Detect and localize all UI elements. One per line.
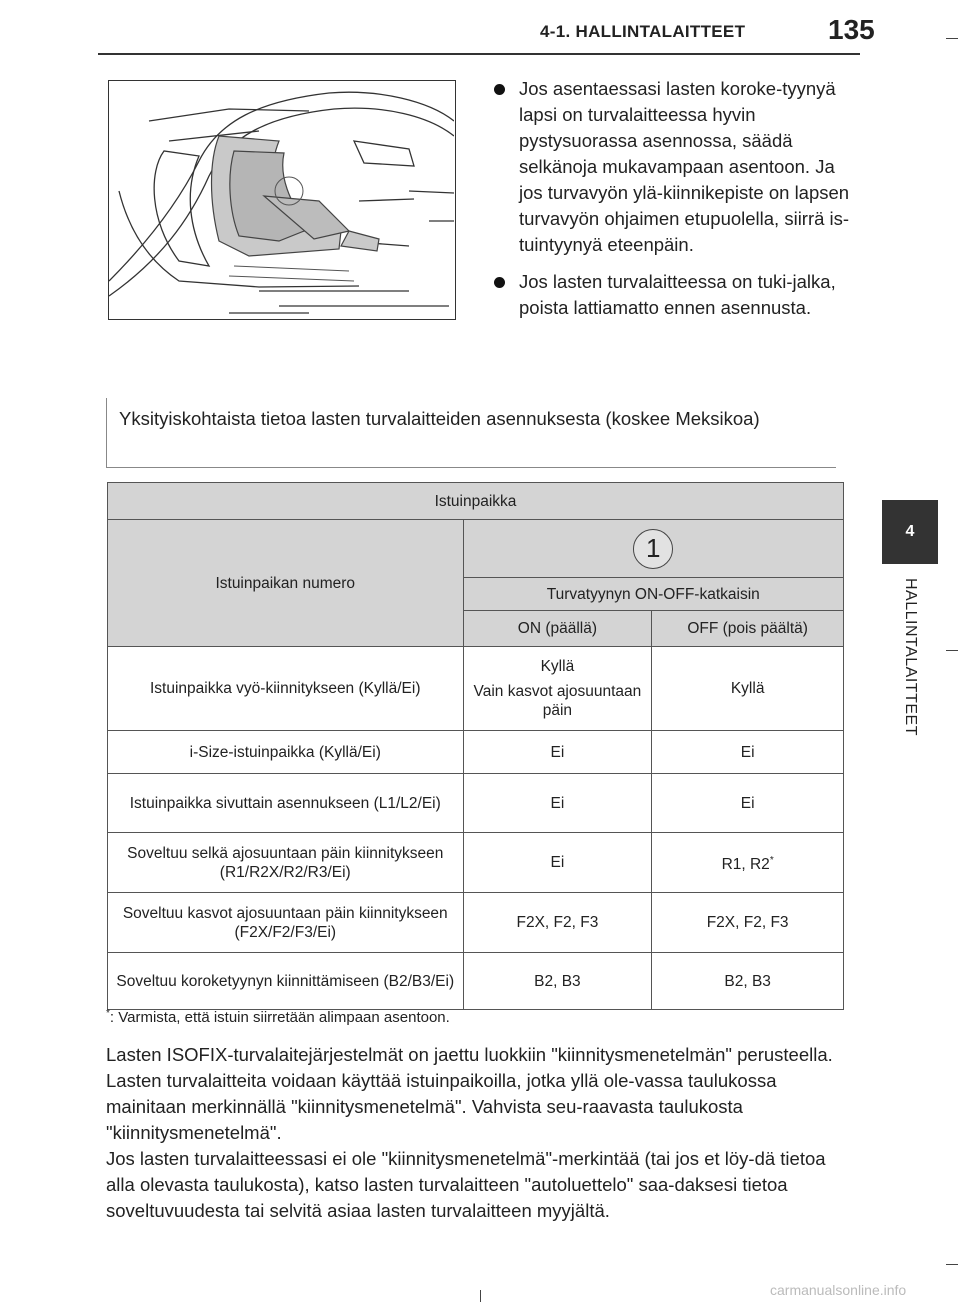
- table-row: [108, 953, 844, 1010]
- row-label: i-Size-istuinpaikka (Kyllä/Ei): [108, 731, 464, 774]
- column-off: OFF (pois päältä): [652, 611, 844, 647]
- row-off-value: [652, 833, 844, 893]
- table-row: [108, 731, 844, 774]
- row-off-value: Ei: [652, 731, 844, 774]
- row-label: Soveltuu selkä ajosuuntaan päin kiinnitykseen (R1/R2X/R2/R3/Ei): [108, 833, 464, 893]
- bullet-item: [490, 269, 850, 321]
- row-off-value: Ei: [652, 774, 844, 833]
- child-seat-illustration: [108, 80, 456, 320]
- airbag-switch-label: Turvatyynyn ON-OFF-katkaisin: [463, 578, 843, 611]
- row-off-text: R1, R2: [721, 856, 770, 874]
- row-off-value: Kyllä: [652, 647, 844, 731]
- crop-mark: [946, 1264, 958, 1265]
- bullet-item: [490, 76, 850, 258]
- row-on-value: F2X, F2, F3: [463, 893, 652, 953]
- row-off-value: F2X, F2, F3: [652, 893, 844, 953]
- body-text: [106, 1042, 846, 1224]
- row-on-line2: Vain kasvot ajosuuntaan päin: [473, 683, 642, 719]
- car-interior-drawing: [109, 81, 454, 318]
- section-title: 4-1. HALLINTALAITTEET: [540, 22, 746, 41]
- chapter-tab: [882, 500, 938, 564]
- table-row: [108, 647, 844, 731]
- bullet-dot-icon: [494, 277, 505, 288]
- seat-number-badge: 1: [633, 529, 673, 569]
- seat-position-table: [107, 482, 844, 1010]
- footnote-mark: *: [106, 1008, 110, 1019]
- seat-number-label: Istuinpaikan numero: [108, 520, 464, 647]
- watermark: carmanualsonline.info: [770, 1282, 907, 1298]
- crop-mark: [946, 650, 958, 651]
- table-header: Istuinpaikka: [108, 483, 844, 520]
- info-box-text: Yksityiskohtaista tietoa lasten turvalaitteiden asennuksesta (koskee Meksikoa): [119, 408, 760, 429]
- crop-mark: [946, 38, 958, 39]
- row-label: Soveltuu koroketyynyn kiinnittämiseen (B2/B3/Ei): [108, 953, 464, 1010]
- row-label: Istuinpaikka sivuttain asennukseen (L1/L2/Ei): [108, 774, 464, 833]
- body-paragraph: Lasten ISOFIX-turvalaitejärjestelmät on jaettu luokkiin "kiinnitysmenetelmän" perusteella. Lasten turvalaitteita voidaan käyttää istuinpaikoilla, jotka yllä ole-vassa taulukossa mainitaan merkinnällä "kiinnitysmenetelmä". Vahvista seu-raavasta taulukosta "kiinnitysmenetelmä".: [106, 1044, 833, 1143]
- bullet-text: Jos lasten turvalaitteessa on tuki-jalka, poista lattiamatto ennen asennusta.: [519, 271, 836, 318]
- bullet-dot-icon: [494, 84, 505, 95]
- seat-number-cell: [463, 520, 843, 578]
- row-on-value: Ei: [463, 731, 652, 774]
- body-paragraph: Jos lasten turvalaitteessasi ei ole "kiinnitysmenetelmä"-merkintää (tai jos et löy-dä tietoa alla olevasta taulukosta), katso lasten turvalaitteen "autoluettelo" saa-daksesi tietoa soveltuvuudesta tai selvitä asiaa lasten turvalaitteen myyjältä.: [106, 1148, 826, 1221]
- row-label: Soveltuu kasvot ajosuuntaan päin kiinnitykseen (F2X/F2/F3/Ei): [108, 893, 464, 953]
- row-on-value: [463, 647, 652, 731]
- column-on: ON (päällä): [463, 611, 652, 647]
- chapter-number: 4: [905, 523, 915, 540]
- row-off-value: B2, B3: [652, 953, 844, 1010]
- footnote: [106, 1008, 450, 1026]
- chapter-label-container: [880, 578, 940, 798]
- table-row: [108, 833, 844, 893]
- table-row: [108, 774, 844, 833]
- header-rule: [98, 53, 860, 55]
- bullet-list: [490, 76, 850, 332]
- table-row: [108, 893, 844, 953]
- bullet-text: Jos asentaessasi lasten koroke-tyynyä lapsi on turvalaitteessa hyvin pystysuorassa asennossa, säädä selkänoja mukavampaan asentoon. Ja jos turvavyön ylä-kiinnikepiste on lapsen turvavyön ohjaimen etupuolella, siirrä is-tuintyynyä eteenpäin.: [519, 78, 850, 255]
- chapter-label: HALLINTALAITTEET: [902, 578, 919, 736]
- row-on-value: B2, B3: [463, 953, 652, 1010]
- footnote-mark: *: [769, 854, 774, 866]
- footnote-text: : Varmista, että istuin siirretään alimpaan asentoon.: [109, 1009, 450, 1026]
- info-box: [106, 398, 836, 468]
- row-on-value: Ei: [463, 774, 652, 833]
- row-on-value: Ei: [463, 833, 652, 893]
- page-number: 135: [828, 14, 875, 45]
- row-on-line1: Kyllä: [540, 658, 575, 675]
- row-label: Istuinpaikka vyö-kiinnitykseen (Kyllä/Ei): [108, 647, 464, 731]
- crop-mark: [480, 1290, 481, 1302]
